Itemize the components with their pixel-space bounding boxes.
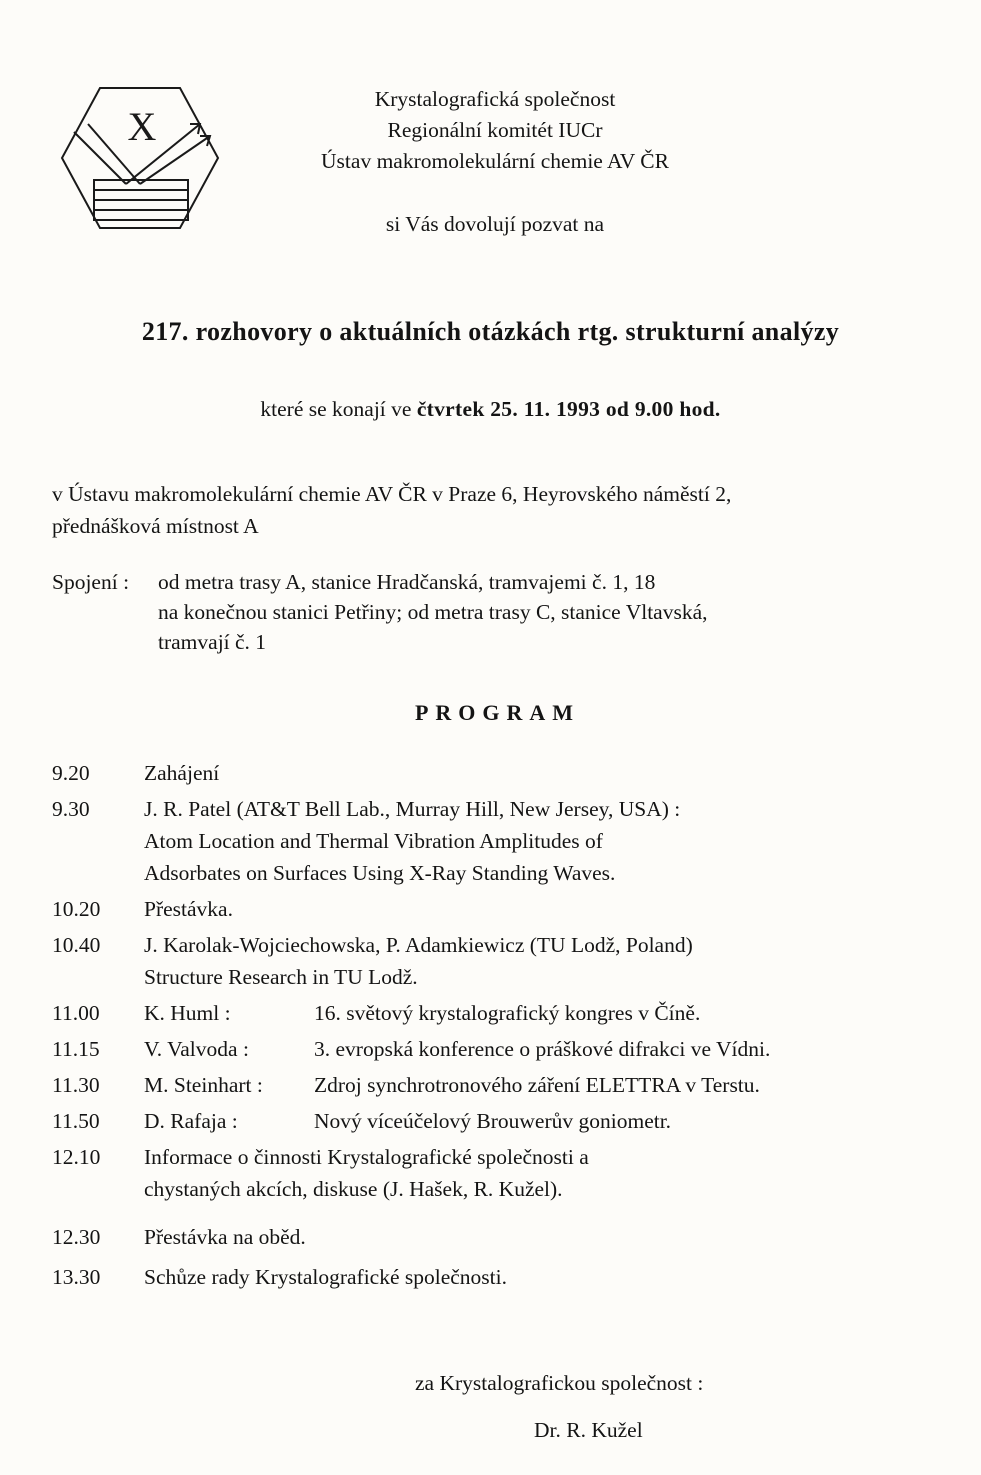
program-time: 13.30 <box>52 1265 101 1289</box>
date-prefix: které se konají ve <box>260 397 417 421</box>
connection-line: od metra trasy A, stanice Hradčanská, tramvajemi č. 1, 18 <box>158 570 656 594</box>
program-time: 11.15 <box>52 1037 100 1061</box>
logo-letter: X <box>127 104 157 149</box>
connection-line: na konečnou stanici Petřiny; od metra trasy C, stanice Vltavská, <box>158 600 708 624</box>
program-time: 11.30 <box>52 1073 100 1097</box>
program-topic: Zdroj synchrotronového záření ELETTRA v Terstu. <box>314 1073 760 1097</box>
organizer-line: Ústav makromolekulární chemie AV ČR <box>321 149 669 173</box>
program-text: Atom Location and Thermal Vibration Amplitudes of <box>144 829 603 853</box>
program-list <box>52 757 932 1293</box>
program-text: Adsorbates on Surfaces Using X-Ray Standing Waves. <box>144 861 616 885</box>
program-speaker: V. Valvoda : <box>144 1037 249 1061</box>
program-time: 12.10 <box>52 1145 101 1169</box>
organizer-line: Krystalografická společnost <box>374 87 616 111</box>
invitation-line: si Vás dovolují pozvat na <box>385 212 605 236</box>
event-title: 217. rozhovory o aktuálních otázkách rtg. strukturní analýzy <box>141 317 840 346</box>
venue-line: v Ústavu makromolekulární chemie AV ČR v Praze 6, Heyrovského náměstí 2, <box>52 482 732 506</box>
organizer-line: Regionální komitét IUCr <box>387 118 603 142</box>
organizers-block <box>280 84 710 177</box>
program-item <box>52 1221 932 1253</box>
program-text: chystaných akcích, diskuse (J. Hašek, R. Kužel). <box>144 1177 563 1201</box>
program-text: Přestávka na oběd. <box>144 1225 306 1249</box>
venue-block <box>52 478 952 542</box>
program-time: 10.20 <box>52 897 101 921</box>
program-item <box>52 893 932 925</box>
signature-line: za Krystalografickou společnost : <box>415 1371 704 1395</box>
venue-line: přednášková místnost A <box>52 514 259 538</box>
program-time: 9.20 <box>52 761 90 785</box>
program-text: Přestávka. <box>144 897 233 921</box>
program-time: 10.40 <box>52 933 101 957</box>
program-text: J. Karolak-Wojciechowska, P. Adamkiewicz (TU Lodž, Poland) <box>144 933 693 957</box>
program-topic: 3. evropská konference o práškové difrakci ve Vídni. <box>314 1037 771 1061</box>
event-date-line <box>0 397 981 422</box>
program-item <box>52 1141 932 1205</box>
program-item <box>52 929 932 993</box>
program-time: 12.30 <box>52 1225 101 1249</box>
program-time: 9.30 <box>52 797 90 821</box>
connection-text <box>158 567 918 657</box>
signature-name: Dr. R. Kužel <box>534 1418 643 1442</box>
program-text: J. R. Patel (AT&T Bell Lab., Murray Hill, New Jersey, USA) : <box>144 797 681 821</box>
program-text: Structure Research in TU Lodž. <box>144 965 418 989</box>
date-time: čtvrtek 25. 11. 1993 od 9.00 hod. <box>416 397 721 421</box>
program-item <box>52 1105 932 1137</box>
connection-line: tramvají č. 1 <box>158 630 267 654</box>
crystallography-hexagon-xray-logo <box>60 84 220 232</box>
program-item <box>52 793 932 889</box>
program-time: 11.50 <box>52 1109 100 1133</box>
program-text: Schůze rady Krystalografické společnosti. <box>144 1265 507 1289</box>
program-item <box>52 1261 932 1293</box>
program-text: Informace o činnosti Krystalografické společnosti a <box>144 1145 589 1169</box>
program-text: Zahájení <box>144 761 220 785</box>
program-item <box>52 1033 932 1065</box>
program-heading: PROGRAM <box>414 700 581 725</box>
program-topic: Nový víceúčelový Brouwerův goniometr. <box>314 1109 672 1133</box>
program-item <box>52 997 932 1029</box>
program-speaker: D. Rafaja : <box>144 1109 238 1133</box>
program-item <box>52 757 932 789</box>
program-topic: 16. světový krystalografický kongres v Číně. <box>314 1001 701 1025</box>
connection-label: Spojení : <box>52 570 130 594</box>
program-time: 11.00 <box>52 1001 100 1025</box>
program-speaker: M. Steinhart : <box>144 1073 263 1097</box>
program-item <box>52 1069 932 1101</box>
program-speaker: K. Huml : <box>144 1001 231 1025</box>
